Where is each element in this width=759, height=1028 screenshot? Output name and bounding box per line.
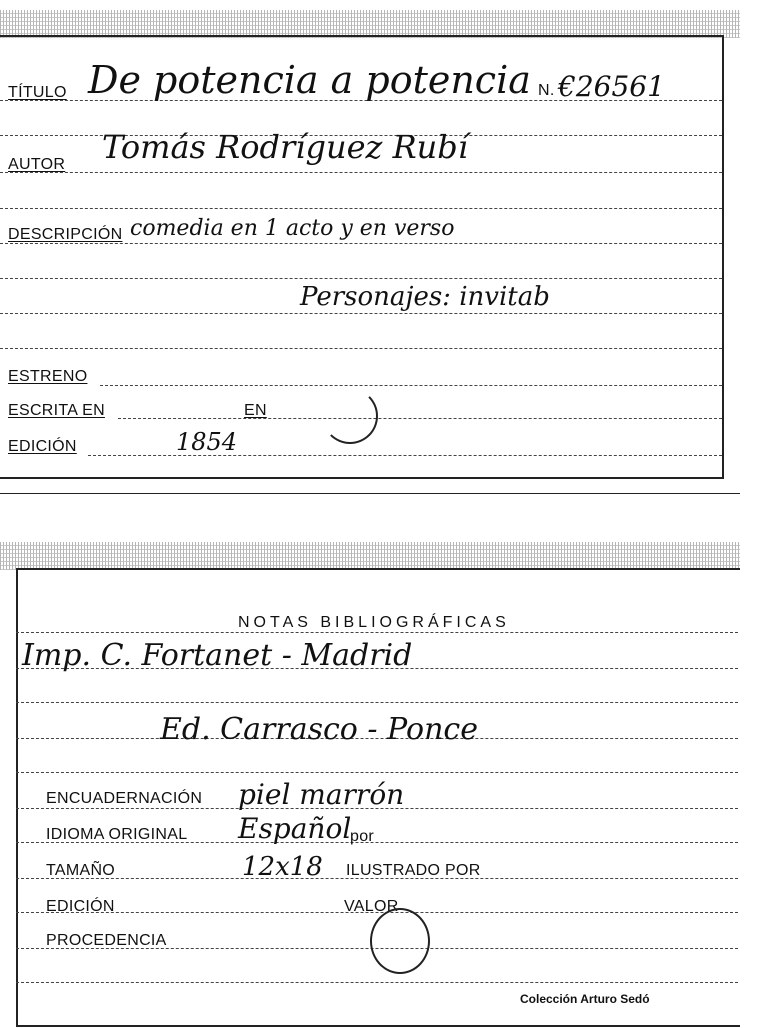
numero-label: N. [538,82,555,99]
note-line-1: Imp. C. Fortanet - Madrid [22,638,413,673]
descripcion-extra: Personajes: invitab [300,282,550,312]
estreno-label: ESTRENO [8,368,88,385]
tamano-value: 12x18 [242,852,323,882]
rule [16,982,738,983]
scan-edge-noise [0,10,740,38]
numero-value: €26561 [558,70,665,103]
procedencia-label: PROCEDENCIA [46,932,167,949]
rule [0,208,722,209]
collection-footer: Colección Arturo Sedó [520,992,650,1006]
catalog-card-top [0,0,740,495]
rule [0,348,722,349]
rule [16,702,738,703]
valor-label: VALOR [344,898,399,915]
descripcion-label: DESCRIPCIÓN [8,226,123,243]
escrita-en-label: ESCRITA EN [8,402,105,419]
titulo-value: De potencia a potencia [88,58,531,102]
rule [100,385,722,386]
edicion-label: EDICIÓN [46,898,115,915]
encuadernacion-label: ENCUADERNACIÓN [46,790,203,807]
notas-heading: NOTAS BIBLIOGRÁFICAS [238,614,510,631]
tamano-label: TAMAÑO [46,862,116,879]
note-line-2: Ed. Carrasco - Ponce [160,712,478,747]
card-separator [0,493,740,494]
rule [118,418,722,419]
idioma-original-value: Español [238,812,352,845]
encuadernacion-value: piel marrón [238,778,405,811]
rule [16,632,738,633]
ink-blot [322,388,378,444]
rule [0,172,722,173]
idioma-original-label: IDIOMA ORIGINAL [46,826,188,843]
rule [0,313,722,314]
titulo-label: TÍTULO [8,84,67,101]
edicion-label: EDICIÓN [8,438,77,455]
ink-blot [370,908,430,974]
autor-value: Tomás Rodríguez Rubí [102,128,468,166]
autor-label: AUTOR [8,156,66,173]
scan-edge-noise [0,542,740,570]
por-label: por [350,828,375,845]
rule [16,772,738,773]
en-label: EN [244,402,267,419]
edicion-value: 1854 [176,428,238,456]
catalog-card-bottom [0,540,740,1025]
ilustrado-por-label: ILUSTRADO POR [346,862,481,879]
descripcion-value: comedia en 1 acto y en verso [130,216,455,241]
rule [0,278,722,279]
